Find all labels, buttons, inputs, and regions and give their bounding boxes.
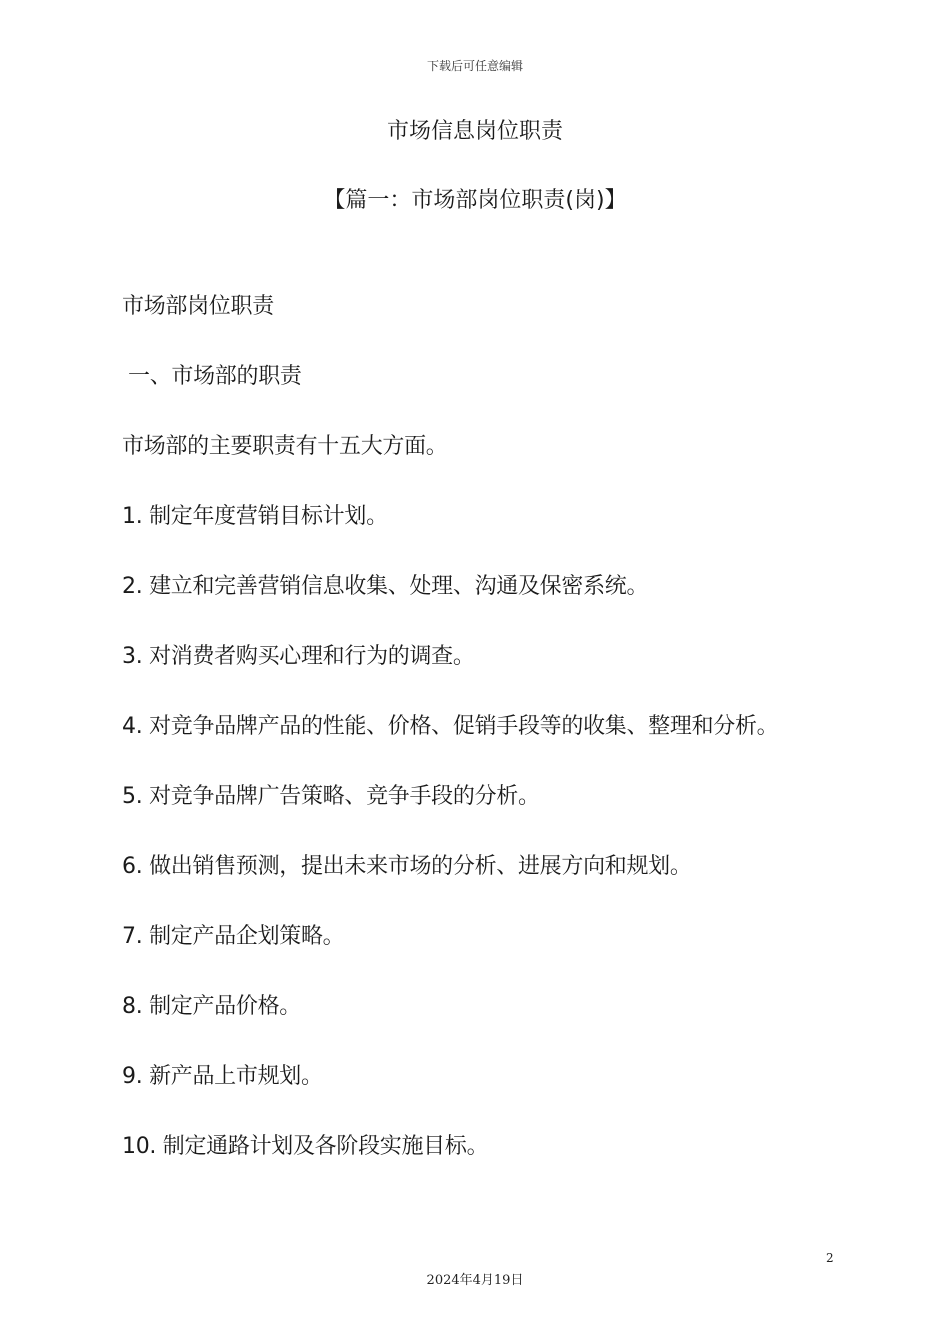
- list-item: 5. 对竞争品牌广告策略、竞争手段的分析。: [122, 784, 540, 809]
- list-item: 6. 做出销售预测，提出未来市场的分析、进展方向和规划。: [122, 854, 692, 879]
- document-body: [122, 292, 862, 1202]
- list-item: 1. 制定年度营销目标计划。: [122, 504, 388, 529]
- footer-date: 2024年4月19日: [426, 1273, 524, 1288]
- subsection-heading: 一、市场部的职责: [128, 364, 302, 389]
- list-item: 9. 新产品上市规划。: [122, 1064, 323, 1089]
- list-item: 2. 建立和完善营销信息收集、处理、沟通及保密系统。: [122, 574, 649, 599]
- document-subtitle: 【篇一：市场部岗位职责(岗)】: [323, 188, 627, 213]
- header-note: 下载后可任意编辑: [426, 59, 523, 73]
- list-item: 7. 制定产品企划策略。: [122, 924, 345, 949]
- list-item: 8. 制定产品价格。: [122, 994, 301, 1019]
- section-heading: 市场部岗位职责: [122, 294, 274, 319]
- document-title: 市场信息岗位职责: [386, 119, 563, 144]
- page-number: 2: [826, 1251, 834, 1265]
- intro-paragraph: 市场部的主要职责有十五大方面。: [122, 434, 448, 459]
- list-item: 4. 对竞争品牌产品的性能、价格、促销手段等的收集、整理和分析。: [122, 714, 779, 739]
- list-item: 3. 对消费者购买心理和行为的调查。: [122, 644, 475, 669]
- list-item: 10. 制定通路计划及各阶段实施目标。: [122, 1134, 489, 1159]
